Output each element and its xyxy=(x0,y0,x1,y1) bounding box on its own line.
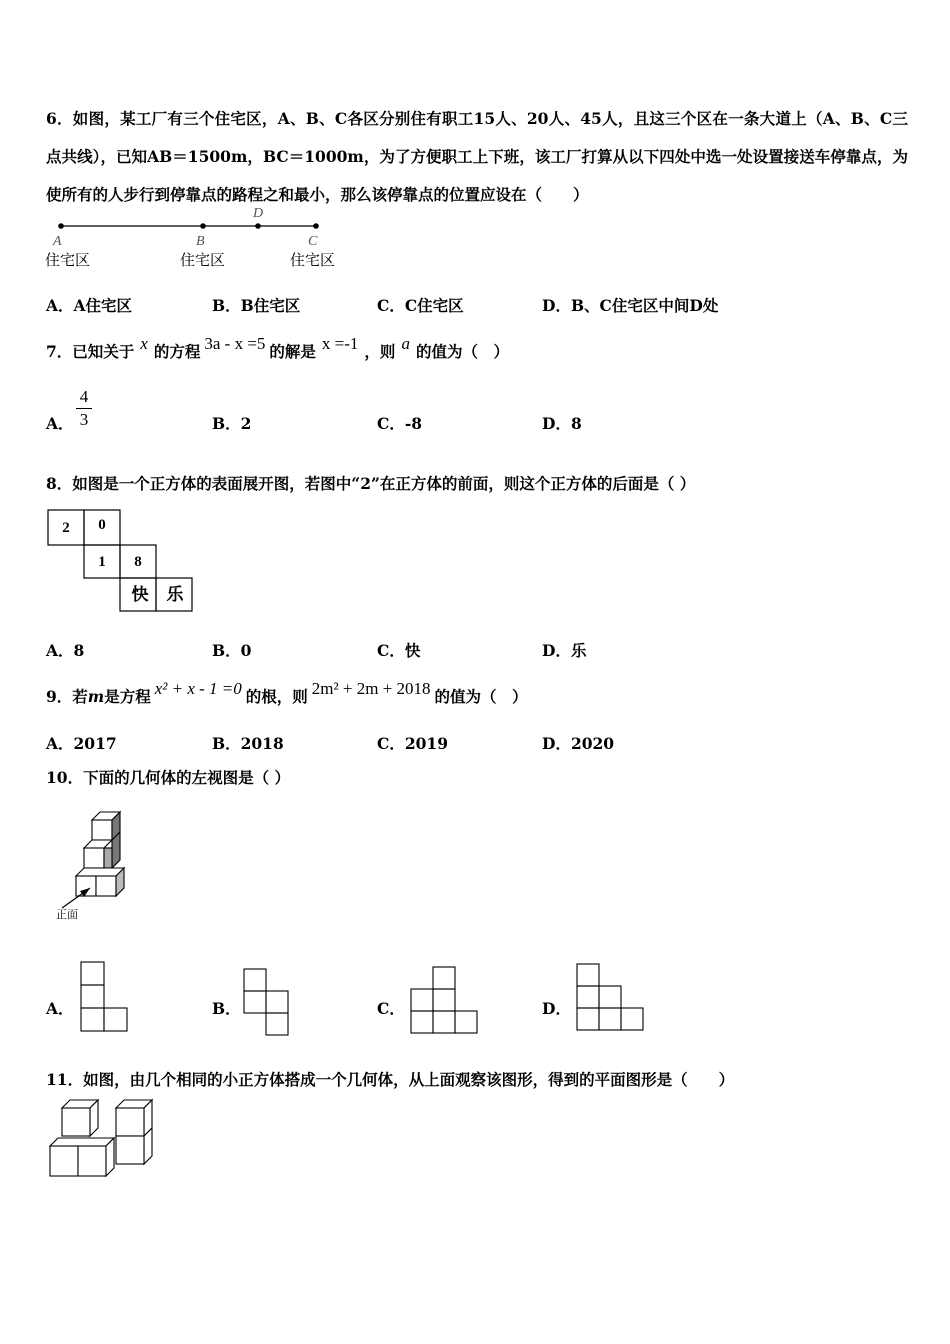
q7-option-b: B．2 xyxy=(212,414,252,433)
label-a: A xyxy=(53,234,62,249)
q10-option-b-figure xyxy=(243,968,291,1036)
question-8-text: 8．如图是一个正方体的表面展开图，若图中“2”在正方体的前面，则这个正方体的后面是（ ） xyxy=(46,474,696,493)
q10-option-b: B． xyxy=(212,999,241,1018)
q9-equation: x² + x - 1 =0 xyxy=(154,679,242,698)
q6-option-d: D．B、C住宅区中间D处 xyxy=(542,296,719,315)
point-c xyxy=(313,223,319,229)
q9-option-a: A．2017 xyxy=(46,734,117,753)
q10-option-a: A． xyxy=(46,999,74,1018)
question-11-text: 11．如图，由几个相同的小正方体搭成一个几何体，从上面观察该图形，得到的平面图形是（ ） xyxy=(46,1070,735,1089)
q6-line-figure xyxy=(40,200,360,275)
area-label-c: 住宅区 xyxy=(290,252,336,269)
question-7-text: 7．已知关于 x 的方程 3a - x =5 的解是 x =-1 ，则 a 的值为（ ） xyxy=(46,334,509,361)
q10-option-c-figure xyxy=(410,966,480,1034)
point-b xyxy=(200,223,206,229)
net-cell-0: 0 xyxy=(98,517,106,533)
q9-option-d: D．2020 xyxy=(542,734,615,753)
q10-option-d: D． xyxy=(542,999,571,1018)
q6-option-a: A．A住宅区 xyxy=(46,296,133,315)
area-label-a: 住宅区 xyxy=(45,252,91,269)
net-cell-8: 8 xyxy=(134,554,142,570)
q7-option-d: D．8 xyxy=(542,414,582,433)
q7-solution: x =-1 xyxy=(321,334,359,353)
net-cell-1: 1 xyxy=(98,554,106,570)
q9-var-m: m xyxy=(87,687,105,706)
q8-option-d: D．乐 xyxy=(542,641,587,660)
q11-solid-figure xyxy=(46,1098,158,1180)
net-cell-2: 2 xyxy=(62,520,70,536)
q8-cube-net xyxy=(46,507,196,617)
net-cell-kuai: 快 xyxy=(131,585,149,604)
front-label: 正面 xyxy=(56,909,78,921)
q10-option-d-figure xyxy=(576,963,646,1033)
label-b: B xyxy=(196,234,205,249)
q7-var-x: x xyxy=(140,334,148,353)
q7-var-a: a xyxy=(401,334,410,353)
q7-option-a-fraction: 4 3 xyxy=(76,386,92,431)
q6-option-c: C．C住宅区 xyxy=(377,296,464,315)
net-cell-le: 乐 xyxy=(166,585,184,604)
question-6-text: 6．如图，某工厂有三个住宅区，A、B、C各区分别住有职工15人、20人、45人，且这三个区在一条大道上（A、B、C三点共线），已知AB＝1500m，BC＝1000m，为了方便职工上下班，该工厂打算从以下四处中选一处设置接送车停靠点，为使所有的人步行到停靠点的路程之和最小，那么该停靠点的位置应设在（ ） xyxy=(46,109,908,204)
q8-option-c: C．快 xyxy=(377,641,421,660)
label-c: C xyxy=(308,234,318,249)
question-10-text: 10．下面的几何体的左视图是（ ） xyxy=(46,768,290,787)
q8-option-a: A．8 xyxy=(46,641,85,660)
q8-option-b: B．0 xyxy=(212,641,252,660)
q9-option-c: C．2019 xyxy=(377,734,448,753)
q9-expression: 2m² + 2m + 2018 xyxy=(311,679,431,698)
q10-solid-figure xyxy=(50,808,140,928)
q9-option-b: B．2018 xyxy=(212,734,284,753)
q10-option-a-figure xyxy=(80,961,130,1033)
question-9-text: 9．若m是方程 x² + x - 1 =0 的根，则 2m² + 2m + 2018 的值为（ ） xyxy=(46,679,528,706)
area-label-b: 住宅区 xyxy=(180,252,226,269)
label-d: D xyxy=(253,206,264,221)
point-d xyxy=(255,223,261,229)
q7-option-c: C．-8 xyxy=(377,414,423,433)
q6-option-b: B．B住宅区 xyxy=(212,296,301,315)
q10-option-c: C． xyxy=(377,999,405,1018)
q7-option-a: A． xyxy=(46,414,74,433)
point-a xyxy=(58,223,64,229)
q7-equation: 3a - x =5 xyxy=(204,334,266,353)
